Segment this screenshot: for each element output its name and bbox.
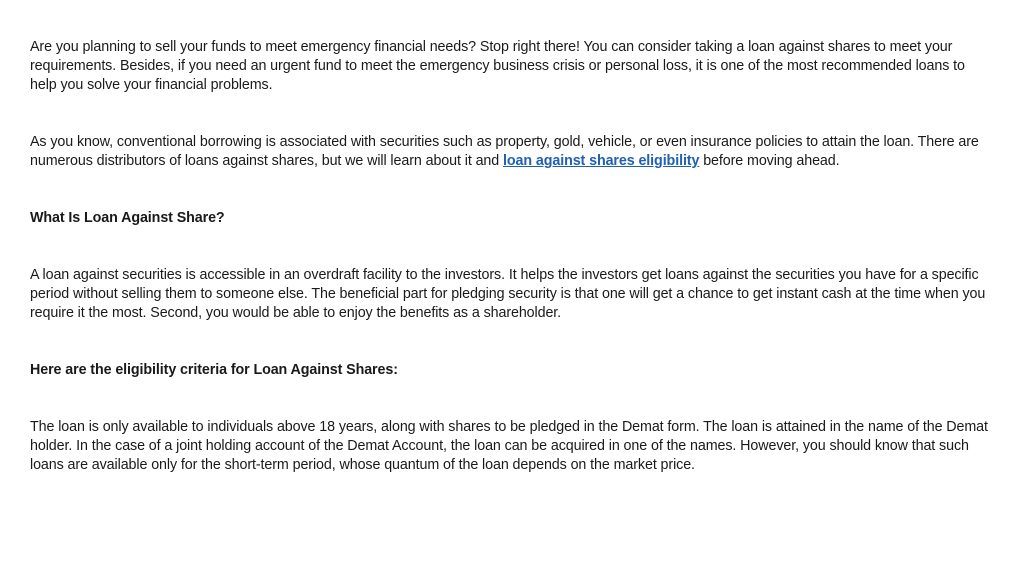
intro-paragraph: Are you planning to sell your funds to meet emergency financial needs? Stop right there! You can consider taking a loan against shares to meet your requirements. Besides, if you need an urgent fund to meet the emergency business crisis or personal loss, it is one of the most recommended loans to help you solve your financial problems. (30, 39, 965, 93)
paragraph-text-before-link: As you know, conventional borrowing is associated with securities such as property, gold, vehicle, or even insurance policies to attain the loan. There are numerous distributors of loans against shares, but we will learn about it and (30, 134, 979, 169)
paragraph-text-after-link: before moving ahead. (699, 153, 840, 169)
eligibility-details-paragraph: The loan is only available to individuals above 18 years, along with shares to be pledged in the Demat form. The loan is attained in the name of the Demat holder. In the case of a joint holding account of the Demat Account, the loan can be acquired in one of the names. However, you should know that such loans are available only for the short-term period, whose quantum of the loan depends on the market price. (30, 419, 988, 473)
section-heading-what-is-loan: What Is Loan Against Share? (30, 210, 225, 226)
conventional-borrowing-paragraph (30, 133, 992, 171)
eligibility-link[interactable]: loan against shares eligibility (503, 153, 700, 169)
document-body (30, 38, 992, 475)
loan-against-securities-paragraph: A loan against securities is accessible in an overdraft facility to the investors. It helps the investors get loans against the securities you have for a specific period without selling them to someone else. The beneficial part for pledging security is that one will get a chance to get instant cash at the time when you require it the most. Second, you would be able to enjoy the benefits as a shareholder. (30, 267, 986, 321)
section-heading-eligibility: Here are the eligibility criteria for Loan Against Shares: (30, 362, 398, 378)
